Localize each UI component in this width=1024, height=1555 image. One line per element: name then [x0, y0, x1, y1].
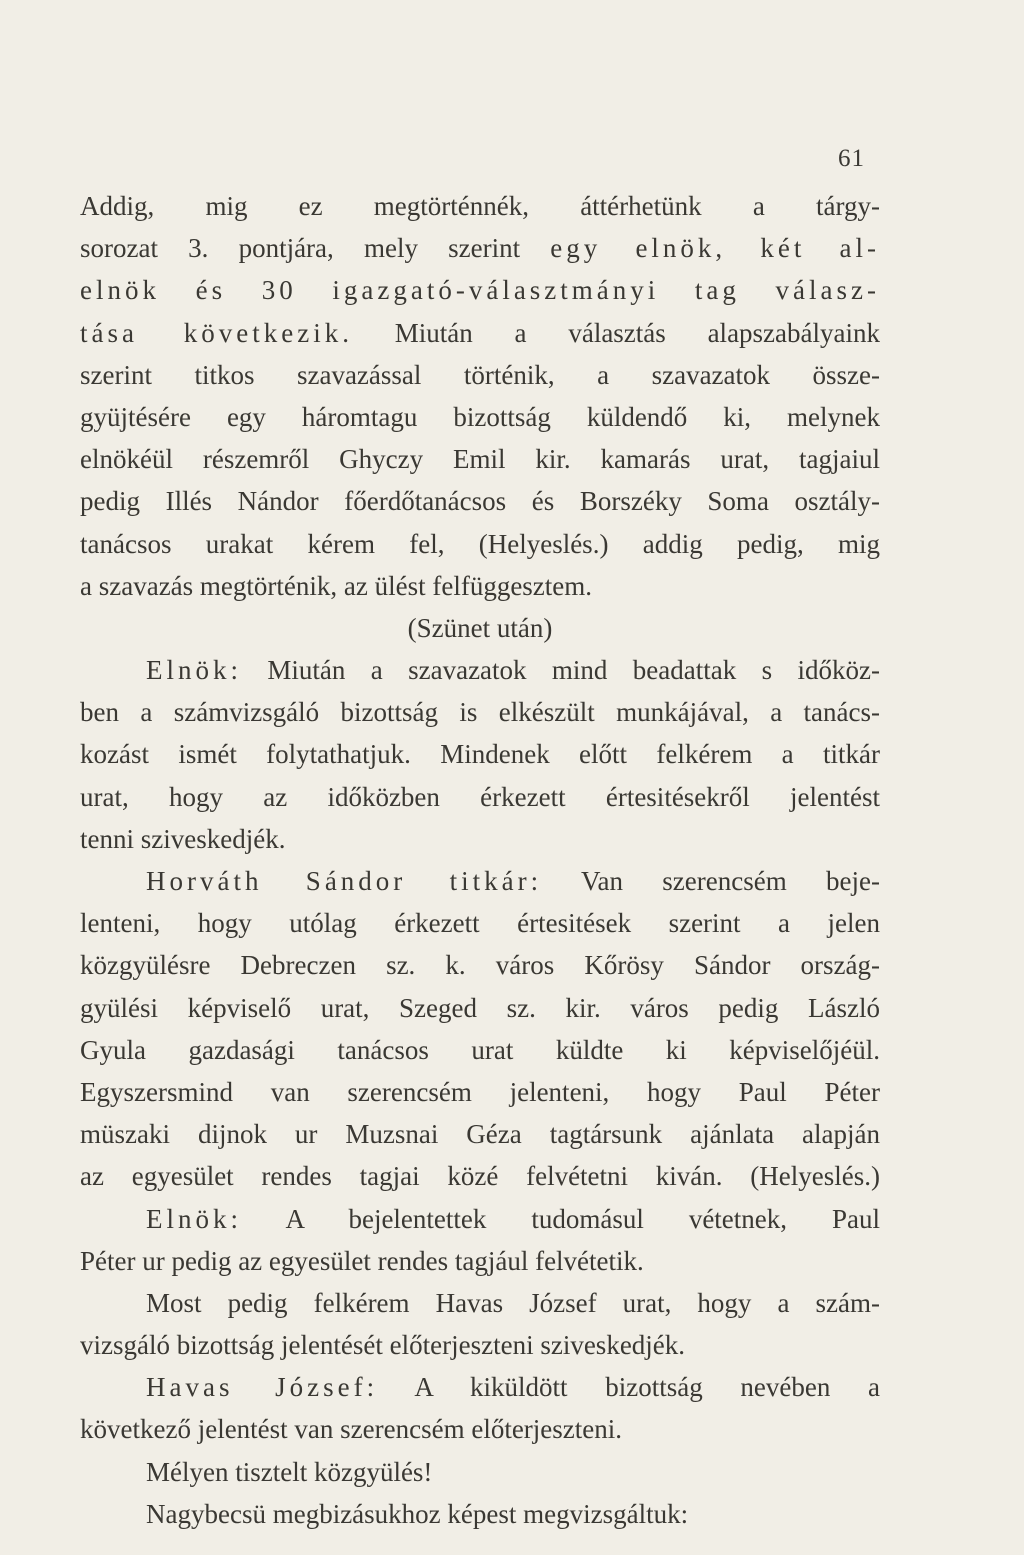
text-line: gyüjtésére egy háromtagu bizottság küldendő ki, melynek: [80, 401, 880, 432]
spaced-emphasis: egy elnök, két al-: [550, 233, 880, 264]
text-line: pedig Illés Nándor főerdőtanácsos és Borszéky Soma osztály-: [80, 486, 880, 517]
text-line: müszaki dijnok ur Muzsnai Géza tagtársunk ajánlata alapján: [80, 1119, 880, 1150]
text-line: Gyula gazdasági tanácsos urat küldte ki képviselőjéül.: [80, 1034, 880, 1065]
text-line: [80, 860, 880, 902]
text-run: Miután a választás alapszabályaink: [352, 317, 880, 348]
text-run: A bejelentettek tudomásul vétetnek, Paul: [242, 1203, 880, 1234]
text-line: ben a számvizsgáló bizottság is elkészült munkájával, a tanács-: [80, 697, 880, 728]
text-run: A kiküldött bizottság nevében a: [378, 1372, 880, 1403]
text-line: Addig, mig ez megtörténnék, áttérhetünk a tárgy-: [80, 191, 880, 221]
text-line: elnök és 30 igazgató-választmányi tag válasz-: [80, 275, 880, 306]
text-line: tenni sziveskedjék.: [80, 823, 286, 854]
text-line: gyülési képviselő urat, Szeged sz. kir. város pedig László: [80, 992, 880, 1023]
text-line: közgyülésre Debreczen sz. k. város Kőrösy Sándor ország-: [80, 950, 880, 981]
text-run: Miután a szavazatok mind beadattak s időköz-: [242, 655, 880, 686]
text-line: urat, hogy az időközben érkezett értesitésekről jelentést: [80, 781, 880, 812]
page-number: 61: [838, 145, 865, 172]
text-line: [80, 1366, 880, 1408]
text-line: következő jelentést van szerencsém előterjeszteni.: [80, 1414, 623, 1445]
speaker-name: Havas József:: [146, 1372, 379, 1403]
salutation: Mélyen tisztelt közgyülés!: [146, 1456, 433, 1487]
text-line: lenteni, hogy utólag érkezett értesitések szerint a jelen: [80, 908, 880, 939]
text-line: Péter ur pedig az egyesület rendes tagjául felvétetik.: [80, 1245, 644, 1276]
text-line: elnökéül részemről Ghyczy Emil kir. kamarás urat, tagjaiul: [80, 444, 880, 475]
speaker-name: Elnök:: [146, 655, 242, 686]
text-line: Egyszersmind van szerencsém jelenteni, hogy Paul Péter: [80, 1076, 880, 1107]
speaker-name: Horváth Sándor titkár:: [146, 866, 543, 896]
text-line: tanácsos urakat kérem fel, (Helyeslés.) addig pedig, mig: [80, 528, 880, 559]
speaker-name: Elnök:: [146, 1203, 242, 1234]
spaced-emphasis: tása következik.: [80, 317, 353, 348]
body-text: [80, 185, 880, 1535]
text-line: kozást ismét folytathatjuk. Mindenek előtt felkérem a titkár: [80, 739, 880, 770]
text-line: [80, 1198, 880, 1240]
text-line: [80, 312, 880, 354]
text-run: sorozat 3. pontjára, mely szerint: [80, 233, 551, 264]
text-line: szerint titkos szavazással történik, a szavazatok össze-: [80, 359, 880, 390]
text-line: az egyesület rendes tagjai közé felvétetni kiván. (Helyeslés.): [80, 1161, 880, 1192]
text-line: [80, 227, 880, 269]
text-line: Nagybecsü megbizásukhoz képest megvizsgáltuk:: [146, 1498, 689, 1529]
stage-direction: (Szünet után): [407, 612, 553, 643]
text-run: Van szerencsém beje-: [542, 866, 881, 896]
text-line: [80, 649, 880, 691]
text-line: a szavazás megtörténik, az ülést felfüggesztem.: [80, 570, 593, 601]
text-line: Most pedig felkérem Havas József urat, hogy a szám-: [146, 1287, 880, 1318]
text-line: vizsgáló bizottság jelentését előterjeszteni sziveskedjék.: [80, 1330, 686, 1361]
